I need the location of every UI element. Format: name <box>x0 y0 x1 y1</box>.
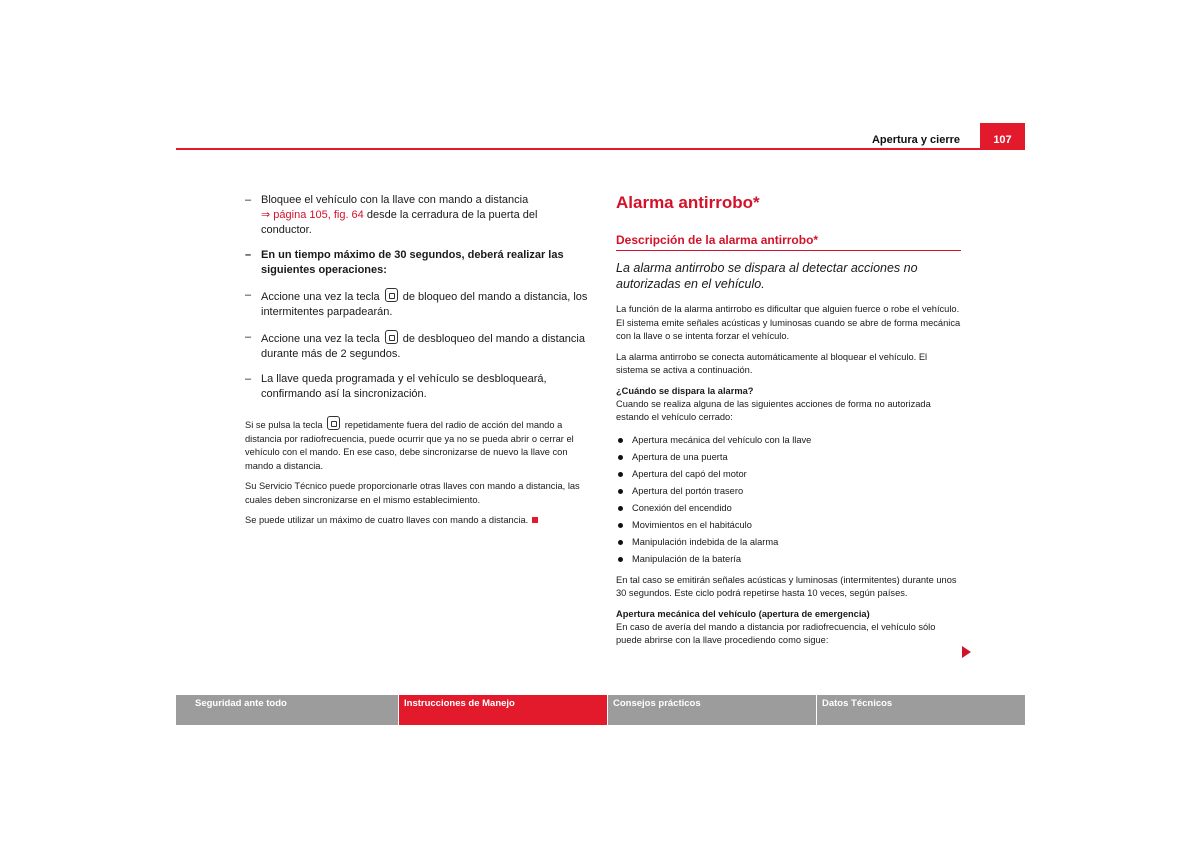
step-3-before: Accione una vez la tecla <box>261 291 383 303</box>
paragraph-1: La función de la alarma antirrobo es dificultar que alguien fuerce o robe el vehículo. El sistema emite señales acústicas y luminosas cuando se abre de forma mecánica con la llave o se intenta forzar el vehículo. <box>616 304 961 341</box>
step-4-before: Accione una vez la tecla <box>261 333 383 345</box>
tab-consejos[interactable]: Consejos prácticos <box>608 695 816 725</box>
tab-instrucciones[interactable]: Instrucciones de Manejo <box>399 695 607 725</box>
list-item: Apertura del portón trasero <box>616 483 961 500</box>
list-item: Movimientos en el habitáculo <box>616 517 961 534</box>
step-1 <box>245 193 590 238</box>
step-5-text: La llave queda programada y el vehículo se desbloqueará, confirmando así la sincronización. <box>261 373 547 400</box>
header-divider <box>176 148 1025 150</box>
step-4-after: de desbloqueo del mando a distancia durante más de 2 segundos. <box>261 333 585 360</box>
subheading-when: ¿Cuándo se dispara la alarma? <box>616 385 754 396</box>
paragraph-3: Cuando se realiza alguna de las siguientes acciones de forma no autorizada estando el vehículo cerrado: <box>616 398 931 422</box>
lock-key-icon <box>385 288 398 302</box>
tab-seguridad[interactable]: Seguridad ante todo <box>176 695 398 725</box>
section-title: Apertura y cierre <box>871 134 960 146</box>
list-item: Manipulación de la batería <box>616 551 961 568</box>
paragraph-5: En caso de avería del mando a distancia por radiofrecuencia, el vehículo sólo puede abrirse con la llave procediendo como sigue: <box>616 621 936 645</box>
dash-marker: – <box>245 373 252 385</box>
unlock-key-icon <box>327 416 340 430</box>
note-1 <box>245 416 590 473</box>
list-item: Apertura del capó del motor <box>616 466 961 483</box>
dash-marker: – <box>245 331 252 343</box>
page-number: 107 <box>980 123 1025 148</box>
list-item: Apertura mecánica del vehículo con la llave <box>616 432 961 449</box>
step-5 <box>245 372 590 402</box>
step-2 <box>245 248 590 278</box>
paragraph-2: La alarma antirrobo se conecta automáticamente al bloquear el vehículo. El sistema se activa a continuación. <box>616 351 928 375</box>
step-3-after: de bloqueo del mando a distancia, los intermitentes parpadearán. <box>261 291 588 318</box>
subheading-emergency: Apertura mecánica del vehículo (apertura de emergencia) <box>616 608 870 619</box>
step-2-text: En un tiempo máximo de 30 segundos, deberá realizar las siguientes operaciones: <box>261 249 564 276</box>
footer-nav <box>176 695 1025 725</box>
dash-marker: – <box>245 289 252 301</box>
next-page-arrow-icon[interactable] <box>962 646 971 658</box>
left-column <box>245 193 590 535</box>
list-item: Apertura de una puerta <box>616 449 961 466</box>
dash-marker: – <box>245 194 252 206</box>
note-3-text: Se puede utilizar un máximo de cuatro llaves con mando a distancia. <box>245 515 529 525</box>
right-column <box>616 193 961 655</box>
note-1-before: Si se pulsa la tecla <box>245 420 326 430</box>
note-3 <box>245 514 590 528</box>
step-4 <box>245 330 590 362</box>
list-item: Conexión del encendido <box>616 500 961 517</box>
step-1-text-after: desde la cerradura de la puerta del conductor. <box>261 209 538 236</box>
note-1-after: repetidamente fuera del radio de acción del mando a distancia por radiofrecuencia, puede ocurrir que ya no se pueda abrir o cerrar el vehículo con el mando. En ese caso, debe sincronizarse de nuevo la llave con mando a distancia. <box>245 420 574 471</box>
trigger-list <box>616 432 961 568</box>
section-heading: Alarma antirrobo* <box>616 193 760 212</box>
page-reference-link[interactable]: ⇒ página 105, fig. 64 <box>261 209 364 221</box>
end-square-icon <box>532 517 538 523</box>
list-item: Manipulación indebida de la alarma <box>616 534 961 551</box>
tab-datos[interactable]: Datos Técnicos <box>817 695 1025 725</box>
unlock-key-icon <box>385 330 398 344</box>
lead-paragraph: La alarma antirrobo se dispara al detectar acciones no autorizadas en el vehículo. <box>616 261 918 291</box>
step-1-text: Bloquee el vehículo con la llave con mando a distancia <box>261 194 529 206</box>
paragraph-4: En tal caso se emitirán señales acústicas y luminosas (intermitentes) durante unos 30 segundos. Este ciclo podrá repetirse hasta 10 veces, según países. <box>616 574 957 598</box>
note-2: Su Servicio Técnico puede proporcionarle otras llaves con mando a distancia, las cuales deben sincronizarse en el mismo establecimiento. <box>245 481 580 505</box>
dash-marker: – <box>245 249 252 261</box>
step-3 <box>245 288 590 320</box>
subsection-heading: Descripción de la alarma antirrobo* <box>616 233 961 251</box>
